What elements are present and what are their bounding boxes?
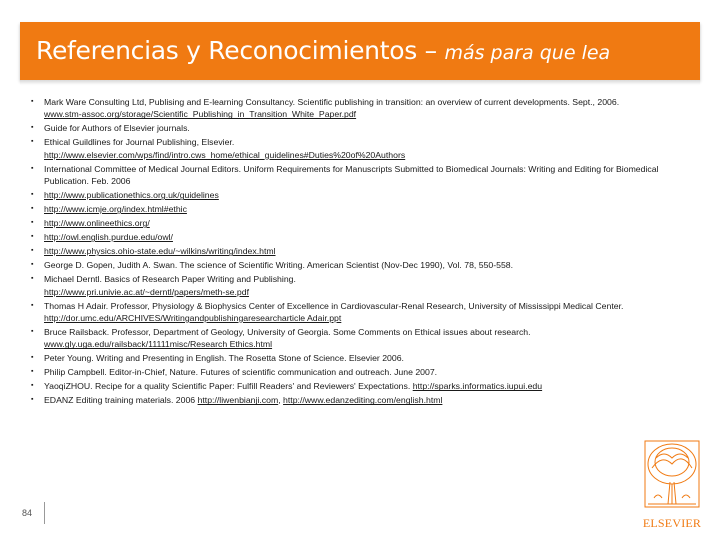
reference-item <box>22 380 687 392</box>
reference-link[interactable]: http://www.onlineethics.org/ <box>44 218 150 229</box>
reference-text: Thomas H Adair. Professor, Physiology & Biophysics Center of Excellence in Cardiovascular-Renal Research, University of Mississippi Medical Center. <box>44 300 624 311</box>
reference-item <box>22 273 687 298</box>
reference-text: Peter Young. Writing and Presenting in English. The Rosetta Stone of Science. Elsevier 2006. <box>44 353 404 364</box>
reference-link[interactable]: http://www.edanzediting.com/english.html <box>283 395 443 406</box>
footer-divider <box>44 502 45 524</box>
bullet-icon: ▪ <box>31 98 34 105</box>
bullet-icon: ▪ <box>31 396 34 404</box>
reference-item <box>22 300 687 325</box>
reference-item <box>22 136 687 161</box>
reference-link[interactable]: http://sparks.informatics.iupui.edu <box>412 381 543 392</box>
reference-link[interactable]: http://www.icmje.org/index.html#ethic <box>44 204 187 215</box>
bullet-icon: ▪ <box>31 247 34 255</box>
bullet-icon: ▪ <box>31 219 34 227</box>
reference-link[interactable]: http://www.physics.ohio-state.edu/~wilkins/writing/index.html <box>44 246 276 257</box>
bullet-icon: ▪ <box>31 382 34 390</box>
reference-link[interactable]: www.stm-assoc.org/storage/Scientific_Publishing_in_Transition_White_Paper.pdf <box>44 109 357 120</box>
bullet-icon: ▪ <box>31 368 34 376</box>
reference-item <box>22 231 687 243</box>
reference-text: YaoqiZHOU. Recipe for a quality Scientific Paper: Fulfill Readers' and Reviewers' Expectations. <box>44 381 411 392</box>
reference-text: EDANZ Editing training materials. 2006 <box>44 395 196 406</box>
bullet-icon: ▪ <box>31 328 34 336</box>
reference-item <box>22 352 687 364</box>
bullet-icon: ▪ <box>31 205 34 213</box>
reference-link[interactable]: http://www.elsevier.com/wps/find/intro.cws_home/ethical_guidelines#Duties%20of%20Authors <box>44 149 406 160</box>
bullet-icon: ▪ <box>31 233 34 241</box>
reference-list <box>22 96 687 408</box>
bullet-icon: ▪ <box>31 138 34 146</box>
link-separator: , <box>278 395 281 406</box>
reference-item <box>22 326 687 351</box>
title-subtitle: más para que lea <box>444 42 611 64</box>
reference-item <box>22 96 687 121</box>
elsevier-logo <box>636 438 708 536</box>
reference-text: Guide for Authors of Elsevier journals. <box>44 123 190 134</box>
reference-text: Philip Campbell. Editor-in-Chief, Nature. Futures of scientific communication and outreach. June 2007. <box>44 367 438 378</box>
reference-text: Mark Ware Consulting Ltd, Publising and E-learning Consultancy. Scientific publishing in transition: an overview of current developments. Sept., 2006. <box>44 97 620 107</box>
reference-link[interactable]: www.gly.uga.edu/railsback/11111misc/Research Ethics.html <box>44 339 273 350</box>
reference-text: International Committee of Medical Journal Editors. Uniform Requirements for Manuscripts Submitted to Biomedical Journals: Writing and Editing for Biomedical Publication. Feb. 2006 <box>44 163 659 187</box>
reference-link[interactable]: http://dor.umc.edu/ARCHIVES/Writingandpublishingaresearcharticle Adair.ppt <box>44 313 342 324</box>
reference-link[interactable]: http://www.publicationethics.org.uk/guidelines <box>44 190 219 201</box>
reference-item <box>22 163 687 188</box>
tree-icon <box>642 438 702 512</box>
bullet-icon: ▪ <box>31 164 34 172</box>
reference-text: Michael Derntl. Basics of Research Paper Writing and Publishing. <box>44 274 296 285</box>
reference-text: Ethical Guildlines for Journal Publishing, Elsevier. <box>44 137 235 148</box>
reference-link[interactable]: http://owl.english.purdue.edu/owl/ <box>44 232 173 243</box>
reference-link[interactable]: http://www.pri.univie.ac.at/~derntl/papers/meth-se.pdf <box>44 286 249 297</box>
reference-item <box>22 245 687 257</box>
title-bar <box>20 22 700 80</box>
reference-item <box>22 259 687 271</box>
page-number: 84 <box>22 508 33 518</box>
reference-item <box>22 394 687 406</box>
bullet-icon: ▪ <box>31 354 34 362</box>
reference-item <box>22 203 687 215</box>
bullet-icon: ▪ <box>31 261 34 269</box>
reference-item <box>22 122 687 134</box>
page-title <box>36 36 610 68</box>
reference-item <box>22 189 687 201</box>
reference-link[interactable]: http://liwenbianji.com <box>197 395 279 406</box>
bullet-icon: ▪ <box>31 275 34 283</box>
bullet-icon: ▪ <box>31 124 34 132</box>
title-main: Referencias y Reconocimientos – <box>36 36 437 65</box>
bullet-icon: ▪ <box>31 191 34 199</box>
reference-item <box>22 366 687 378</box>
reference-item <box>22 217 687 229</box>
bullet-icon: ▪ <box>31 301 34 309</box>
reference-text: Bruce Railsback. Professor, Department of Geology, University of Georgia. Some Comments on Ethical issues about research. <box>44 327 531 338</box>
reference-text: George D. Gopen, Judith A. Swan. The science of Scientific Writing. American Scientist (Nov-Dec 1990), Vol. 78, 550-558. <box>44 260 514 271</box>
logo-wordmark: ELSEVIER <box>642 516 702 530</box>
